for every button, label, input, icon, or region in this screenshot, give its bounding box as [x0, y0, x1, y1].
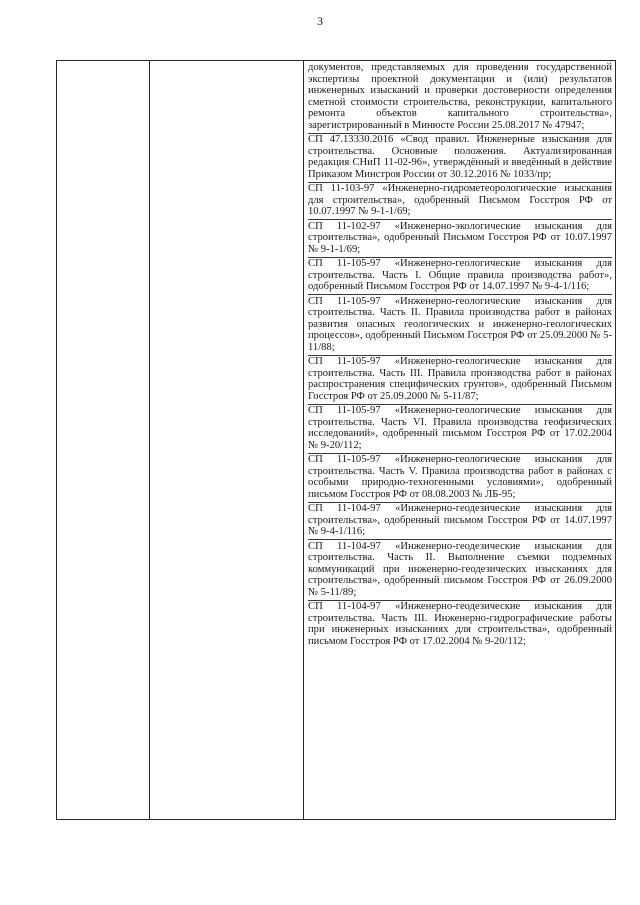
document-table — [56, 60, 616, 820]
regulation-entry: СП 11-105-97 «Инженерно-геологические изыскания для строительства. Часть I. Общие правила производства работ», одобренный Письмом Госстроя РФ от 14.07.1997 № 9-4-1/116; — [308, 258, 612, 295]
regulation-entry: СП 11-104-97 «Инженерно-геодезические изыскания для строительства. Часть III. Инженерно-гидрографические работы при инженерных изысканиях для строительства», одобренный письмом Госстроя РФ от 17.02.2004 № 9-20/112; — [308, 601, 612, 647]
regulation-entry: СП 11-103-97 «Инженерно-гидрометеорологические изыскания для строительства», одобренный Письмом Госстроя РФ от 10.07.1997 № 9-1-1/69; — [308, 183, 612, 220]
regulation-entry: документов, представляемых для проведения государственной экспертизы проектной документации и (или) результатов инженерных изысканий и проверки достоверности определения сметной стоимости строительства, реконструкции, капитального ремонта объектов капитального строительства», зарегистрированный в Минюсте России 25.08.2017 № 47947; — [308, 62, 612, 134]
regulation-entry: СП 11-104-97 «Инженерно-геодезические изыскания для строительства. Часть II. Выполнение съемки подземных коммуникаций при инженерно-геодезических изысканиях для строительства», одобренный письмом Госстроя РФ от 26.09.2000 № 5-11/89; — [308, 541, 612, 601]
column-divider-2 — [303, 61, 304, 819]
regulation-entry: СП 11-104-97 «Инженерно-геодезические изыскания для строительства», одобренный письмом Госстроя РФ от 14.07.1997 № 9-4-1/116; — [308, 503, 612, 540]
regulations-cell — [308, 62, 612, 649]
regulation-entry: СП 11-105-97 «Инженерно-геологические изыскания для строительства. Часть II. Правила производства работ в районах развития опасных геологических и инженерно-геологических процессов», одобренный Письмом Госстроя РФ от 25.09.2000 № 5-11/88; — [308, 296, 612, 356]
column-divider-1 — [149, 61, 150, 819]
page-number: 3 — [317, 14, 323, 28]
regulation-entry: СП 11-105-97 «Инженерно-геологические изыскания для строительства. Часть VI. Правила производства геофизических исследований», одобренный письмом Госстроя РФ от 17.02.2004 № 9-20/112; — [308, 405, 612, 454]
regulation-entry: СП 11-105-97 «Инженерно-геологические изыскания для строительства. Часть V. Правила производства работ в районах с особыми природно-техногенными условиями», одобренный письмом Госстроя РФ от 08.08.2003 № ЛБ-95; — [308, 454, 612, 503]
regulation-entry: СП 11-105-97 «Инженерно-геологические изыскания для строительства. Часть III. Правила производства работ в районах распространения специфических грунтов», одобренный Письмом Госстроя РФ от 25.09.2000 № 5-11/87; — [308, 356, 612, 405]
regulation-entry: СП 11-102-97 «Инженерно-экологические изыскания для строительства», одобренный Письмом Госстроя РФ от 10.07.1997 № 9-1-1/69; — [308, 221, 612, 258]
regulation-entry: СП 47.13330.2016 «Свод правил. Инженерные изыскания для строительства. Основные положения. Актуализированная редакция СНиП 11-02-96», утверждённый и введённый в действие Приказом Минстроя России от 30.12.2016 № 1033/пр; — [308, 134, 612, 183]
